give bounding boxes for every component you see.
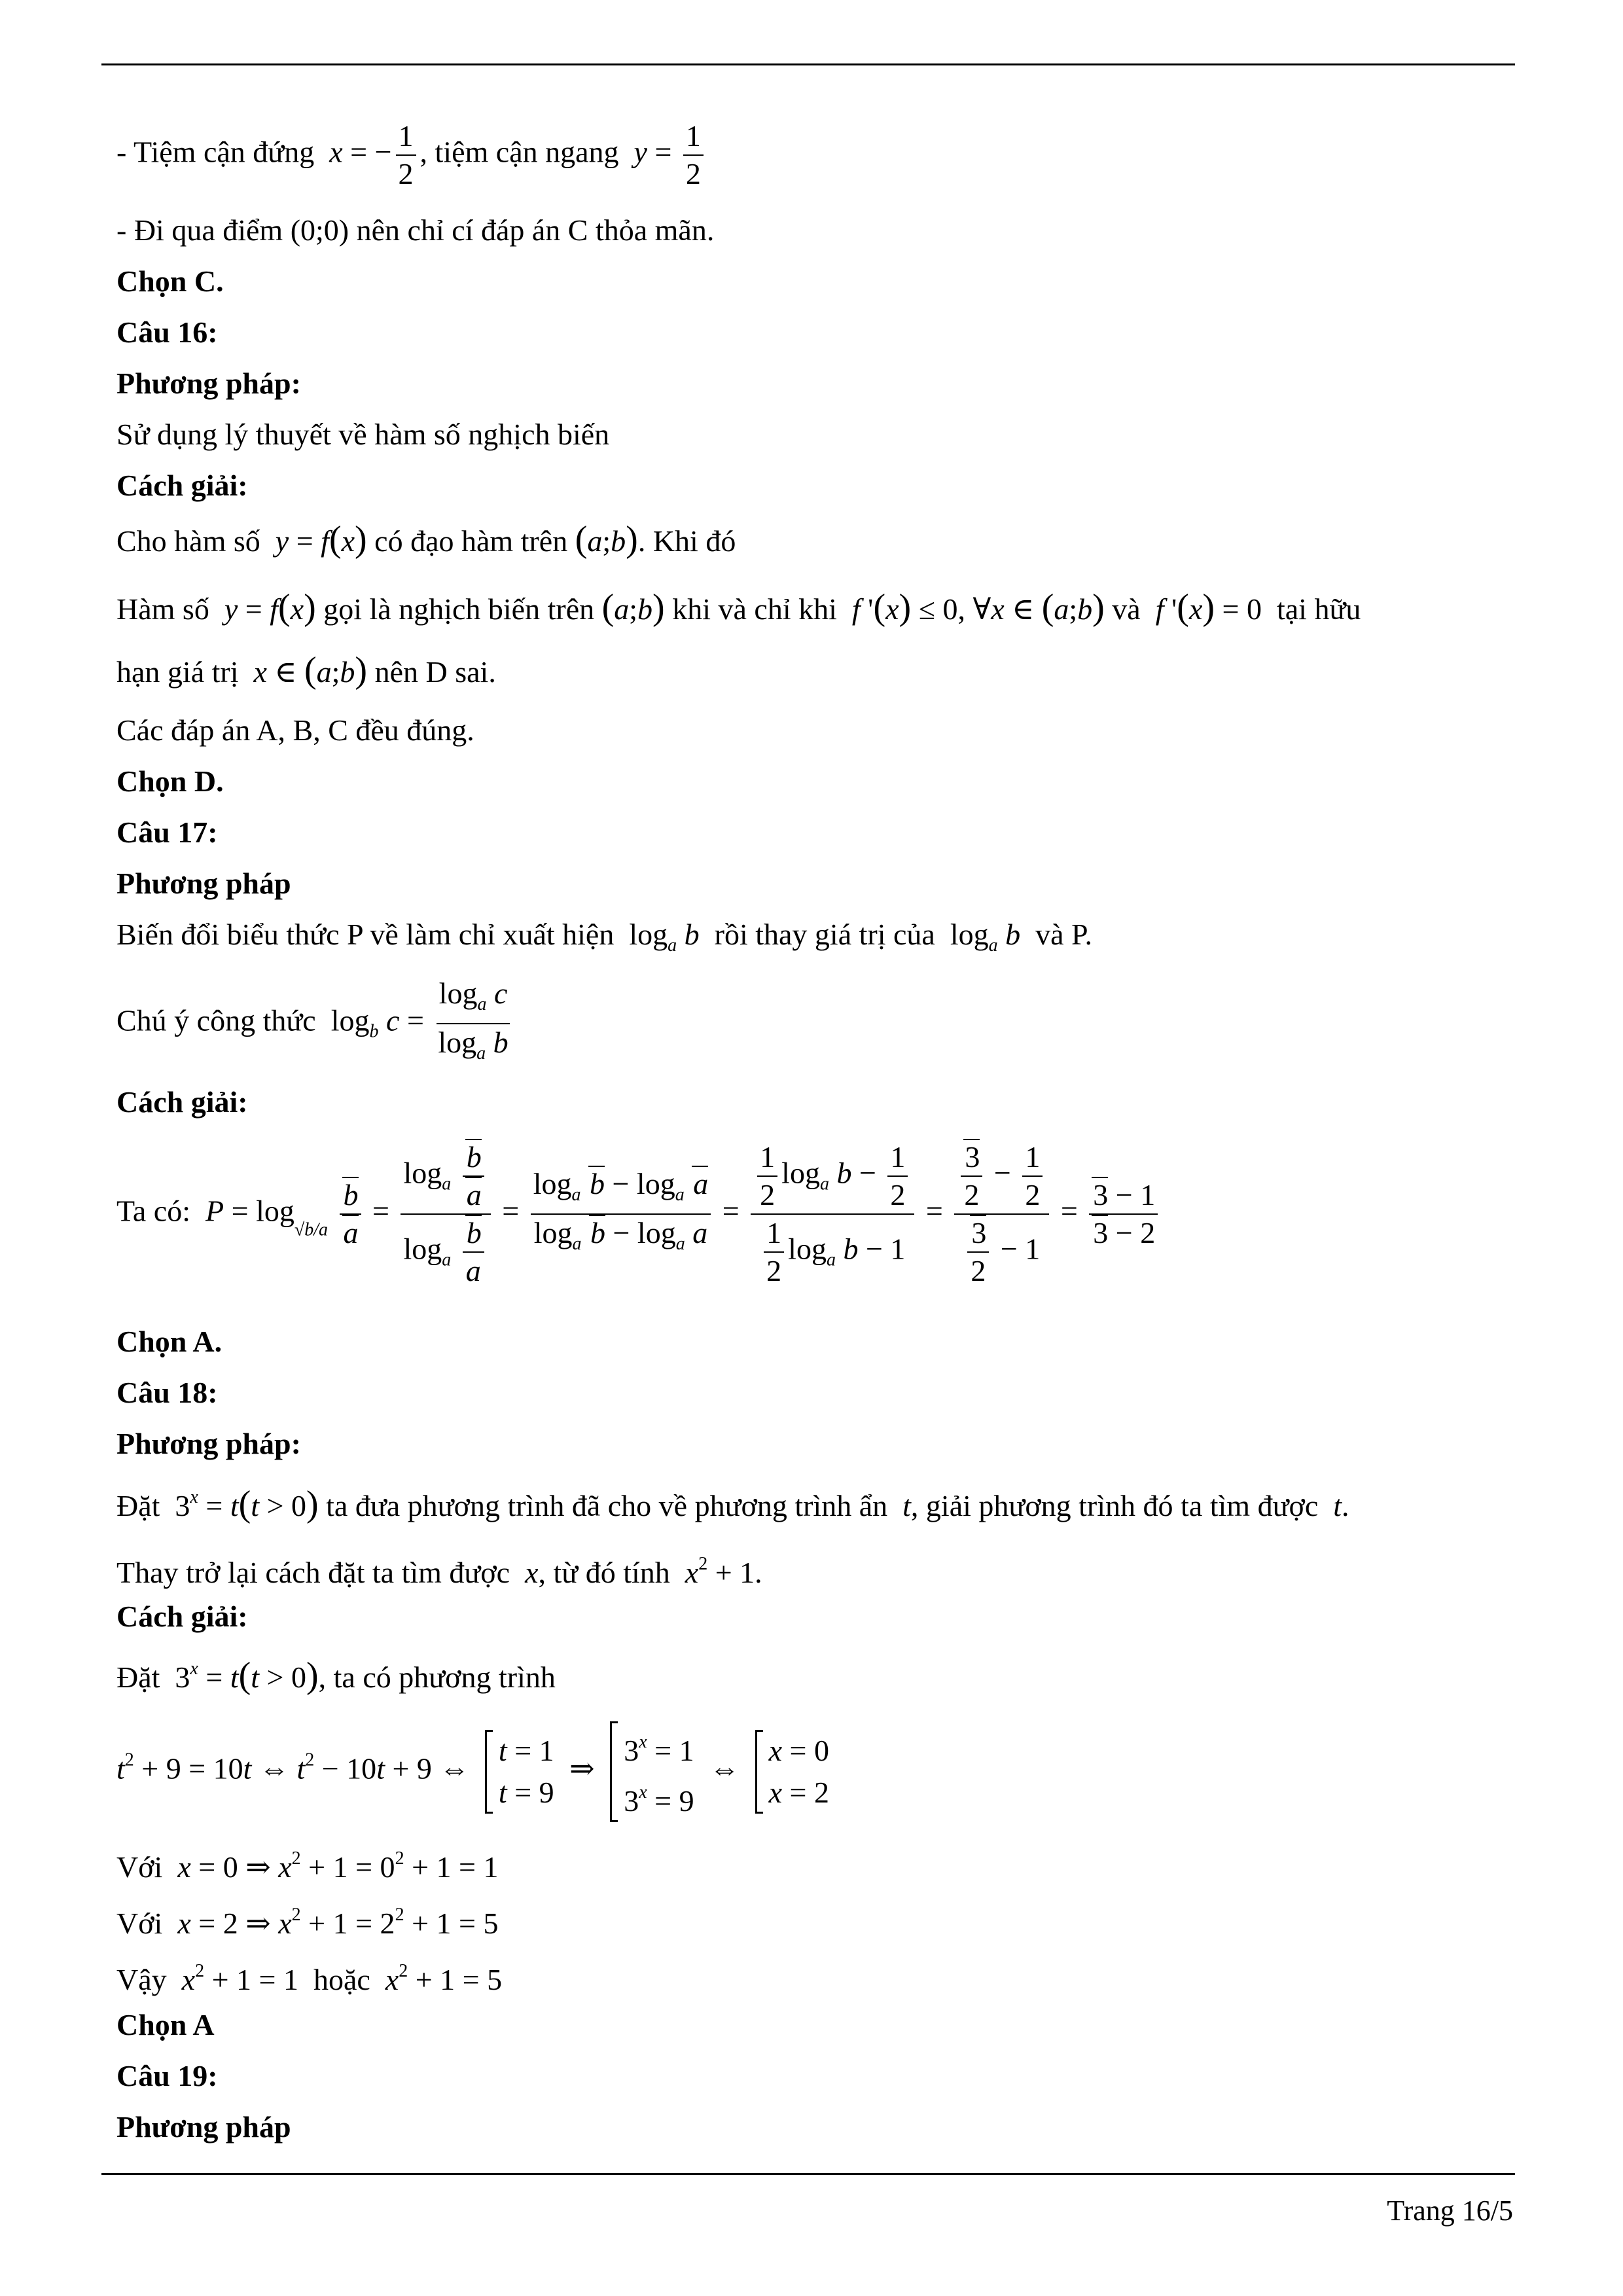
text-line: hạn giá trị x ∈ (a;b) nên D sai. — [116, 650, 496, 691]
footer-rule — [101, 2173, 1515, 2175]
text-line: Biến đổi biểu thức P về làm chỉ xuất hiện $\log_a b$ rồi thay giá trị của $\log_a b$ và P. — [116, 918, 1093, 956]
text: Đặt — [116, 1660, 160, 1694]
text: Thay trở lại cách đặt ta tìm được — [116, 1556, 510, 1589]
text: tại hữu — [1276, 592, 1361, 626]
header-rule — [101, 63, 1515, 65]
asymptote-line: - Tiệm cận đứng x = − $\frac{1}{2}$ , tiệm cận ngang y = $\frac{1}{2}$ — [116, 118, 707, 192]
method-heading: Phương pháp: — [116, 1427, 301, 1460]
text: Chú ý công thức — [116, 1003, 316, 1037]
text: Đặt — [116, 1489, 160, 1522]
text: hạn giá trị — [116, 655, 239, 689]
answer-choice: Chọn A. — [116, 1325, 223, 1358]
text-line: - Đi qua điểm (0;0) nên chỉ cí đáp án C thỏa mãn. — [116, 213, 715, 247]
formula-line: $t^2 + 9 = 10t$ ⇔ $t^2 - 10t + 9$ ⇔ t = 1 t = 9 ⇒ $3^x = 1$ $3^x = 9$ ⇔ x = 0 x = 2 — [116, 1721, 837, 1822]
method-heading: Phương pháp — [116, 867, 291, 900]
answer-choice: Chọn C. — [116, 264, 224, 298]
text: , tiệm cận ngang — [419, 135, 619, 169]
text: nên D sai. — [374, 655, 496, 689]
text: , ta có phương trình — [318, 1660, 556, 1694]
text: và P. — [1035, 918, 1093, 951]
text: Ta có: — [116, 1194, 191, 1228]
text: khi và chỉ khi — [672, 592, 837, 626]
text: có đạo hàm trên — [374, 524, 568, 558]
text-line: Các đáp án A, B, C đều đúng. — [116, 713, 474, 747]
text-line: Đặt $3^x = t(t > 0)$ ta đưa phương trình đã cho về phương trình ẩn t, giải phương trình đó ta tìm được t. — [116, 1484, 1349, 1524]
question-heading: Câu 18: — [116, 1376, 218, 1409]
text-line: Sử dụng lý thuyết về hàm số nghịch biến — [116, 418, 610, 451]
text: Hàm số — [116, 592, 209, 626]
text: gọi là nghịch biến trên — [323, 592, 595, 626]
method-heading: Phương pháp: — [116, 367, 301, 400]
formula-line: Vậy $x^2 + 1 = 1$ hoặc $x^2 + 1 = 5$ — [116, 1961, 503, 1996]
text: Cho hàm số — [116, 524, 260, 558]
text: và — [1112, 592, 1141, 626]
solution-heading: Cách giải: — [116, 1600, 248, 1633]
text-line: Cho hàm số y = f(x) có đạo hàm trên (a;b). Khi đó — [116, 519, 736, 560]
text: . Khi đó — [637, 524, 736, 558]
text-line: Đặt $3^x = t(t > 0)$, ta có phương trình — [116, 1655, 556, 1696]
text: Biến đổi biểu thức P về làm chỉ xuất hiện — [116, 918, 615, 951]
formula-line: Chú ý công thức $\log_b c$ = $\frac{\log_a c}{\log_a b}$ — [116, 975, 515, 1072]
page-number: Trang 16/5 — [1387, 2195, 1513, 2227]
text-line: Hàm số y = f(x) gọi là nghịch biến trên (a;b) khi và chỉ khi f '(x) ≤ 0, ∀x ∈ (a;b) và f '(x) = 0 tại hữu — [116, 587, 1361, 628]
text: Với — [116, 1907, 163, 1940]
text: , từ đó tính — [538, 1556, 670, 1589]
question-heading: Câu 16: — [116, 315, 218, 349]
text: rồi thay giá trị của — [714, 918, 935, 951]
formula-line: Với x = 2 ⇒ $x^2 + 1 = 2^2 + 1 = 5$ — [116, 1905, 499, 1940]
solution-heading: Cách giải: — [116, 469, 248, 502]
text: ta đưa phương trình đã cho về phương trình ẩn — [326, 1489, 888, 1522]
question-heading: Câu 19: — [116, 2059, 218, 2092]
question-heading: Câu 17: — [116, 816, 218, 849]
text: Vậy — [116, 1963, 167, 1996]
formula-line: Ta có: $P = \log_{√b/a}$ $\frac{b}{a}$ = $\log_a$ $\frac{b}{a}$ $\log_a$ $\frac{b}{a}$ = $\frac{\log_a b - \log_a a}{\log_a b - \log_a a}$ = $\frac{1}{2}$ $\log_a b$ − $\frac{1}{2}$ $\frac{1}{2}$ $\log_a b - 1$ = $\frac{3}{2}$ − $\frac{1}{2}$ $\frac{3}{2}$ − 1 = $\frac{3 - 1}{3 - 2}$ — [116, 1139, 1162, 1289]
text: , giải phương trình đó ta tìm được — [910, 1489, 1319, 1522]
answer-choice: Chọn A — [116, 2008, 215, 2041]
solution-heading: Cách giải: — [116, 1085, 248, 1119]
formula-line: Với x = 0 ⇒ $x^2 + 1 = 0^2 + 1 = 1$ — [116, 1848, 499, 1884]
text: hoặc — [313, 1963, 370, 1996]
text: Với — [116, 1850, 163, 1884]
method-heading: Phương pháp — [116, 2110, 291, 2144]
text: - Tiệm cận đứng — [116, 135, 315, 169]
answer-choice: Chọn D. — [116, 764, 224, 798]
text-line: Thay trở lại cách đặt ta tìm được x, từ đó tính $x^2 + 1$. — [116, 1554, 762, 1589]
